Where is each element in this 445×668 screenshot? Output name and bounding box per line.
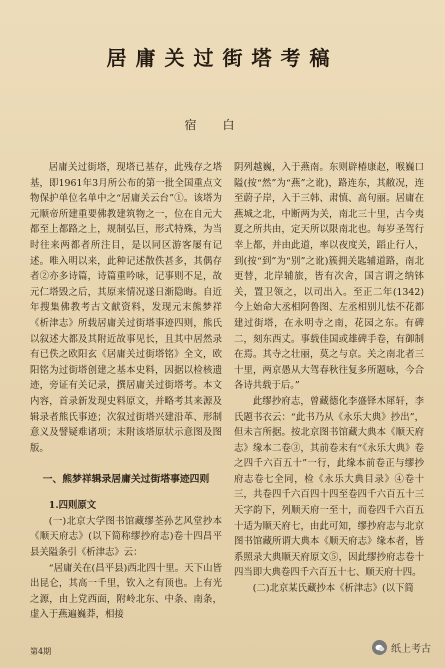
body-paragraph: 阴列越巍，入于燕南。东则辟椿康赵，喉巍口隘(按“然”为“燕”之讹)，路连东，其敝况，连至蔚子岸，入于三韩、肃慎、高句丽。居庸在燕城之北，中断两为关，南北三十里，古今夷夏之所共由，定天所以限南北也。每岁圣驾行幸上都，并由此道，率以夜度关，蹈止行人，到(按“到”为“别”之讹)簇拥关匙辅道路，南北更替，北岸辅旅，皆有次舍，国言谓之纳钵关，置卫领之，以司出入。至正二年(1342)今上始命大丞相阿鲁图、左丞相别儿怯不花都建过街塔，在永明寺之南，花园之东。有碑二，刻东西丈。事载佳国或雄碑手卷，有御制在焉。其寺之壮丽，莫之与京。关之南北者三十里，两京愚从大驾春秋往复多所题咏，今合各诗共载于后。”: [234, 162, 424, 392]
intro-paragraph: 居庸关过街塔，现塔已基存，此残存之塔基，即1961年3月所公布的第一批全国重点文物保护单位名单中之“居庸关云台”①。该塔为元顺帝所建重要佛教建筑物之一，位在自元大都至上都路之上，规制弘巨，形式特殊，为当时往来两都者所注目，是以同区游客屡有记述。唯入明以来，此种记述散佚甚多，其偶存者②亦多诗篇，诗篇重吟咏，记事则不足，故元仁塔毁之后，其原来情况遂日渐隐晦。自近年搜集佛教考古文献资料，发现元末熊梦祥《析津志》所载居庸关过街塔事迹四则，熊氏以叙述大都及其附近故事见长，且其中居然录有已佚之欧阳玄《居庸关过街塔铭》全文，欧阳铭为过街塔创建之基本史料，因据以检核遗迹，旁证有关记录，撰居庸关过街塔考。本文内容，首录新发现史料原文，并略考其来源及辑录者熊氏事迹；次叙过街塔兴建沿革、形制意义及譬疑难诸项；末附该塔原状示意图及图版。: [30, 162, 222, 454]
subsection-heading: 1.四则原文: [48, 500, 97, 512]
article-author: 宿白: [184, 118, 261, 132]
right-column: [234, 160, 424, 597]
chat-bubble-icon: [372, 640, 387, 655]
section-heading: 一、熊梦祥辑录居庸关过街塔事迹四则: [42, 474, 210, 486]
body-paragraph: (一)北京大学图书馆藏缪荃孙艺风堂抄本《顺天府志》(以下简称缪抄府志)卷十四昌平县关隘条引《析津志》云：: [30, 515, 222, 559]
body-paragraph: 此缪抄府志，曾藏德化李盛铎木犀轩，李氏题书衣云：“此书乃从《永乐大典》抄出”，但未言所据。按北京图书馆藏大典本《顺天府志》缘本二卷③，其前卷末有“《永乐大典》卷之四千六百五十”一行，此缘本前卷正与缪抄府志卷七全同，检《永乐大典目录》④卷十三，共卷四千六百四十四至卷四千六百五十三天字韵下，列顺天府一至十，而卷四千六百五十适为顺天府七，由此可知，缪抄府志与北京图书馆藏所谓大典本《顺天府志》缘本者，皆系照录大典顺天府原文⑤，因此缪抄府志卷十四当即大典卷四千六百五十七、顺天府十四。: [234, 395, 424, 579]
watermark: [372, 640, 431, 655]
article-title: 居庸关过街塔考稿: [106, 46, 339, 70]
body-paragraph: (二)北京某氏藏抄本《析津志》(以下简: [252, 583, 414, 595]
quote-paragraph: “居庸关在(昌平县)西北四十里。天下山皆出昆仑，其高一千里，钦入之有顶也。上有光之源，由上党西面，附岭北东、中条、南条，虚入于燕遍巍莽，相接: [30, 562, 222, 621]
page-number: 第4期: [30, 647, 52, 656]
watermark-text: 纸上考古: [391, 644, 431, 655]
left-column: [30, 160, 222, 623]
